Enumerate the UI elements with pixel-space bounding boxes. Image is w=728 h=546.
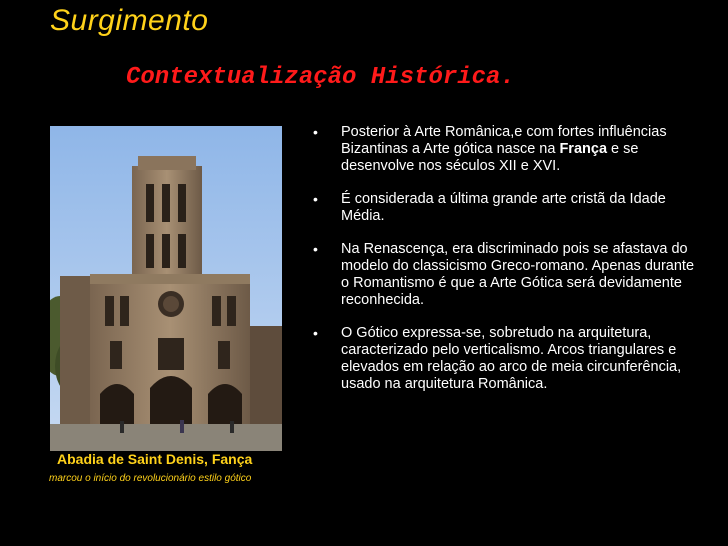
bullet-dot-icon: •	[313, 325, 318, 341]
bullet-list	[310, 124, 700, 409]
slide-subtitle: Contextualização Histórica.	[126, 64, 515, 91]
bullet-item	[310, 241, 700, 309]
bullet-text-end: e se desenvolve nos séculos XII e XVI.	[341, 141, 639, 174]
cathedral-illustration	[50, 126, 282, 451]
bullet-item	[310, 191, 700, 225]
bullet-item	[310, 124, 700, 175]
photo-caption: Abadia de Saint Denis, Fança	[57, 451, 253, 467]
bullet-text: Na Renascença, era discriminado pois se afastava do modelo do classicismo Greco-romano. Apenas durante o Romantismo é que a Arte Gótica será devidamente reconhecida.	[341, 241, 695, 308]
slide-title: Surgimento	[50, 4, 209, 37]
bullet-text: Posterior à Arte Românica,e com fortes influências Bizantinas a Arte gótica nasce na	[341, 124, 667, 157]
bullet-dot-icon: •	[313, 191, 318, 207]
bullet-bold-text: França	[559, 141, 608, 157]
photo-caption-subtitle: marcou o início do revolucionário estilo gótico	[49, 473, 252, 484]
bullet-dot-icon: •	[313, 241, 318, 257]
cathedral-photo	[50, 126, 282, 451]
bullet-dot-icon: •	[313, 124, 318, 140]
bullet-text: O Gótico expressa-se, sobretudo na arquitetura, caracterizado pelo verticalismo. Arcos triangulares e elevados em relação ao arco de meia circunferência, usado na arquitetura Românica.	[341, 325, 682, 392]
bullet-text: É considerada a última grande arte cristã da Idade Média.	[341, 191, 666, 224]
bullet-item	[310, 325, 700, 393]
